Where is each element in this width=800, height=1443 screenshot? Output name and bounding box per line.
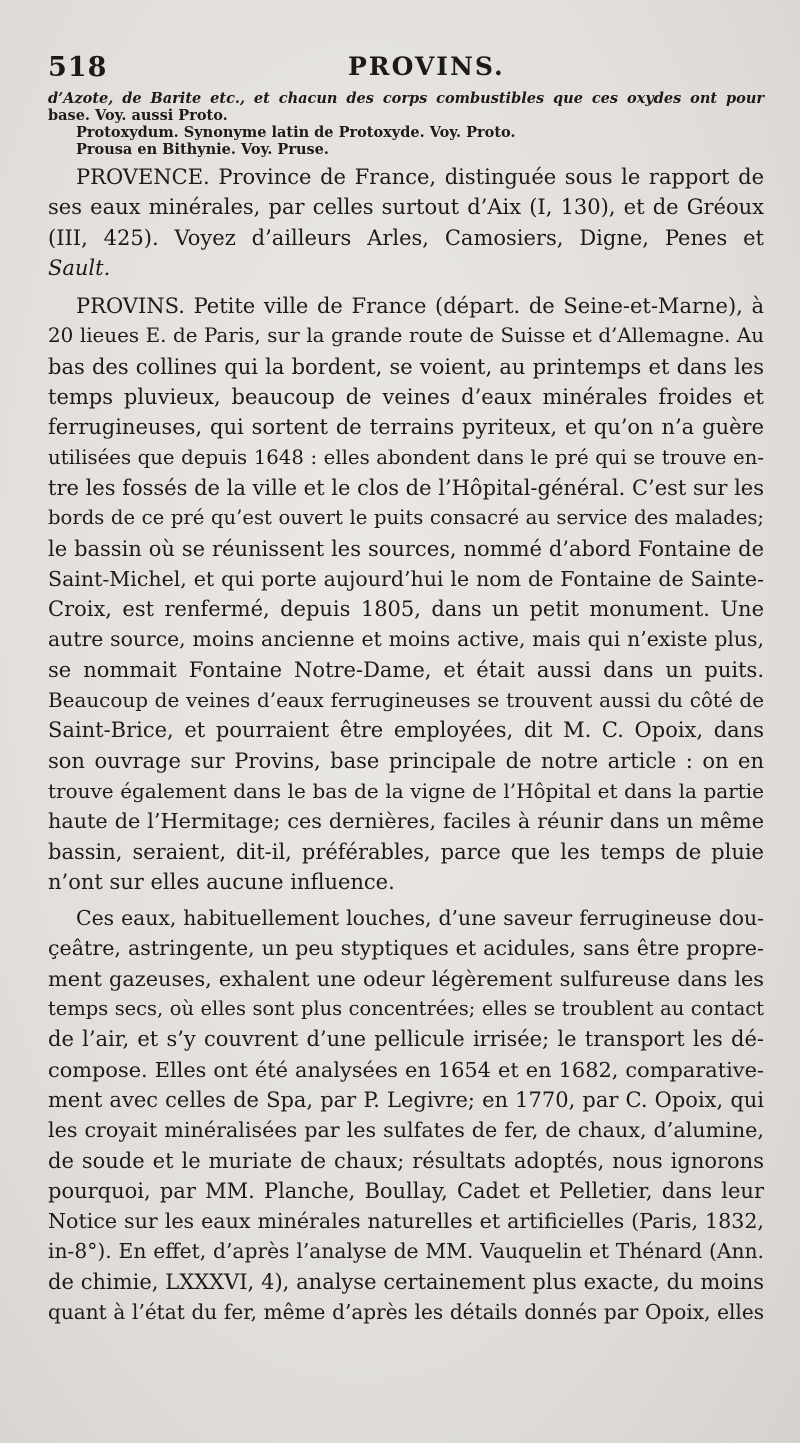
text-line: de soude et le muriate de chaux; résultats adoptés, nous ignorons [48,1148,764,1173]
text-line: haute de l’Hermitage; ces dernières, faciles à réunir dans un même [48,809,764,834]
page-body [48,88,764,1327]
text-line: çeâtre, astringente, un peu styptiques et acidules, sans être propre- [48,936,764,961]
page-number: 518 [48,52,108,83]
text-line: bas des collines qui la bordent, se voient, au printemps et dans les [48,354,764,379]
text-line: ment avec celles de Spa, par P. Legivre; en 1770, par C. Opoix, qui [48,1087,764,1112]
text-line: Beaucoup de veines d’eaux ferrugineuses se trouvent aussi du côté de [48,688,764,713]
text-line: se nommait Fontaine Notre-Dame, et était aussi dans un puits. [48,657,764,682]
text-line: 20 lieues E. de Paris, sur la grande route de Suisse et d’Allemagne. Au [48,324,764,348]
text-line: ferrugineuses, qui sortent de terrains pyriteux, et qu’on n’a guère [48,415,764,440]
text-line: Croix, est renfermé, depuis 1805, dans un petit monument. Une [48,597,764,622]
text-line: temps pluvieux, beaucoup de veines d’eaux minérales froides et [48,385,764,410]
text-line: temps secs, où elles sont plus concentrées; elles se troublent au contact [48,997,764,1021]
text-line: Saint-Brice, et pourraient être employées, dit M. C. Opoix, dans [48,718,764,743]
text-line: compose. Elles ont été analysées en 1654 et en 1682, comparative- [48,1057,764,1082]
text-line: bassin, seraient, dit-il, préférables, parce que les temps de pluie [48,839,764,864]
text-line: base. Voy. aussi Proto. [48,107,228,124]
text-line: bords de ce pré qu’est ouvert le puits consacré au service des malades; [48,506,764,530]
text-line: n’ont sur elles aucune influence. [48,869,395,894]
text-line: in-8°). En effet, d’après l’analyse de MM. Vauquelin et Thénard (Ann. [48,1239,764,1264]
text-line: pourquoi, par MM. Planche, Boullay, Cadet et Pelletier, dans leur [48,1178,764,1203]
text-line: de l’air, et s’y couvrent d’une pellicule irrisée; le transport les dé- [48,1027,764,1052]
paragraph-eaux [48,903,764,1327]
text-line: de chimie, LXXXVI, 4), analyse certainement plus exacte, du moins [48,1269,764,1294]
text-line: PROVINS. Petite ville de France (départ. de Seine-et-Marne), à [76,294,764,319]
text-line: ment gazeuses, exhalent une odeur légèrement sulfureuse dans les [48,966,764,991]
text-line: tre les fossés de la ville et le clos de l’Hôpital-général. C’est sur les [48,475,764,500]
text-line: Protoxydum. Synonyme latin de Protoxyde. Voy. Proto. [76,124,516,141]
text-line: Sault. [48,255,111,280]
text-line: son ouvrage sur Provins, base principale de notre article : on en [48,748,764,773]
running-title: PROVINS. [348,52,505,81]
text-line: Notice sur les eaux minérales naturelles et artificielles (Paris, 1832, [48,1209,764,1234]
text-line: trouve également dans le bas de la vigne de l’Hôpital et dans la partie [48,778,764,803]
text-line: PROVENCE. Province de France, distinguée sous le rapport de [76,165,764,189]
text-line: Ces eaux, habituellement louches, d’une saveur ferrugineuse dou- [76,906,764,931]
page-header [48,52,760,88]
text-line: d’Azote, de Barite etc., et chacun des corps combustibles que ces oxydes ont pour [48,90,764,107]
entry-provins [48,291,764,897]
text-line: autre source, moins ancienne et moins active, mais qui n’existe plus, [48,627,764,652]
text-line: quant à l’état du fer, même d’après les détails donnés par Opoix, elles [48,1299,764,1324]
text-line: (III, 425). Voyez d’ailleurs Arles, Camosiers, Digne, Penes et [48,225,764,250]
text-line: utilisées que depuis 1648 : elles abondent dans le pré qui se trouve en- [48,445,764,469]
small-print-block [48,90,764,158]
text-line: le bassin où se réunissent les sources, nommé d’abord Fontaine de [48,536,764,561]
text-line: les croyait minéralisées par les sulfates de fer, de chaux, d’alumine, [48,1118,764,1143]
text-line: Saint-Michel, et qui porte aujourd’hui le nom de Fontaine de Sainte- [48,566,764,591]
text-line: ses eaux minérales, par celles surtout d’Aix (I, 130), et de Gréoux [48,195,764,220]
text-line: Prousa en Bithynie. Voy. Pruse. [76,141,329,158]
entry-provence [48,162,764,283]
